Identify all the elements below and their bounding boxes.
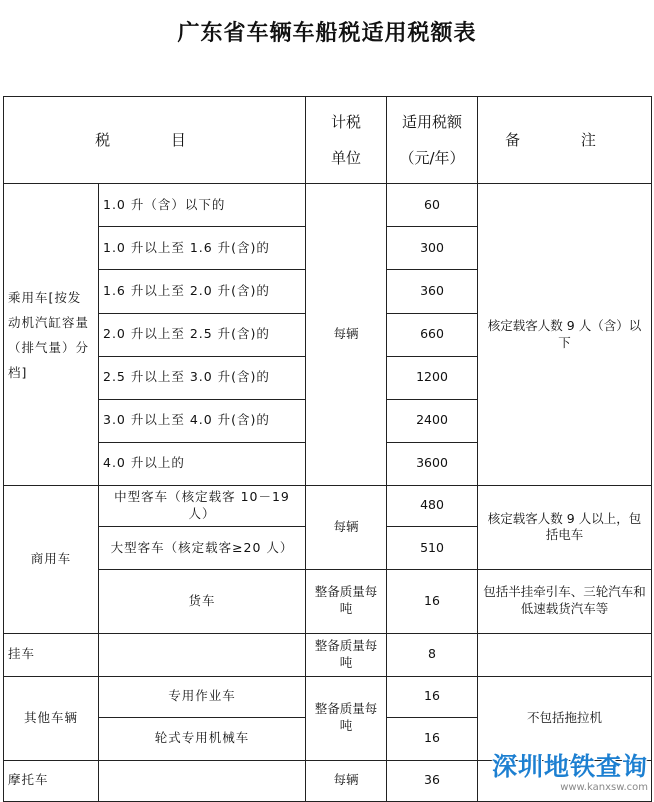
- category-motorcycle: 摩托车: [4, 760, 99, 801]
- rate-cell: 360: [387, 270, 478, 313]
- rate-cell: 1200: [387, 356, 478, 399]
- item-cell: 1.0 升以上至 1.6 升(含)的: [99, 227, 306, 270]
- rate-cell: 16: [387, 570, 478, 634]
- unit-cell: 整备质量每吨: [306, 570, 387, 634]
- rate-cell: 16: [387, 676, 478, 717]
- table-row: [4, 633, 652, 676]
- header-note: 备 注: [478, 97, 652, 184]
- rate-cell: 8: [387, 633, 478, 676]
- item-cell: 2.5 升以上至 3.0 升(含)的: [99, 356, 306, 399]
- item-cell: 2.0 升以上至 2.5 升(含)的: [99, 313, 306, 356]
- tax-rate-table: [3, 96, 652, 802]
- item-cell: 1.0 升（含）以下的: [99, 184, 306, 227]
- item-cell: 1.6 升以上至 2.0 升(含)的: [99, 270, 306, 313]
- item-cell: 大型客车（核定载客≥20 人）: [99, 526, 306, 569]
- header-unit: 计税 单位: [306, 97, 387, 184]
- rate-cell: 660: [387, 313, 478, 356]
- table-row: [4, 184, 652, 227]
- item-cell: 轮式专用机械车: [99, 717, 306, 760]
- category-other: 其他车辆: [4, 676, 99, 760]
- unit-cell: 每辆: [306, 760, 387, 801]
- rate-cell: 300: [387, 227, 478, 270]
- note-cell: 包括半挂牵引车、三轮汽车和低速载货汽车等: [478, 570, 652, 634]
- unit-cell: 整备质量每吨: [306, 633, 387, 676]
- item-cell: [99, 760, 306, 801]
- item-cell: 专用作业车: [99, 676, 306, 717]
- item-cell: 4.0 升以上的: [99, 442, 306, 485]
- watermark-url: www.kanxsw.com: [560, 782, 648, 793]
- note-cell: 核定载客人数 9 人以上，包括电车: [478, 485, 652, 569]
- rate-cell: 36: [387, 760, 478, 801]
- unit-cell: 整备质量每吨: [306, 676, 387, 760]
- rate-cell: 2400: [387, 399, 478, 442]
- header-row: [4, 97, 652, 184]
- header-rate: 适用税额 （元/年）: [387, 97, 478, 184]
- note-cell: 不包括拖拉机: [478, 676, 652, 760]
- unit-cell: 每辆: [306, 184, 387, 486]
- site-watermark: [460, 752, 648, 798]
- note-cell: 核定载客人数 9 人（含）以下: [478, 184, 652, 486]
- item-cell: 3.0 升以上至 4.0 升(含)的: [99, 399, 306, 442]
- rate-cell: 510: [387, 526, 478, 569]
- unit-cell: 每辆: [306, 485, 387, 569]
- rate-cell: 16: [387, 717, 478, 760]
- page-title: 广东省车辆车船税适用税额表: [177, 21, 477, 46]
- note-cell: [478, 633, 652, 676]
- item-cell: [99, 633, 306, 676]
- table-row: [4, 676, 652, 717]
- category-commercial: 商用车: [4, 485, 99, 633]
- item-cell: 货车: [99, 570, 306, 634]
- category-trailer: 挂车: [4, 633, 99, 676]
- rate-cell: 3600: [387, 442, 478, 485]
- table-row: [4, 485, 652, 526]
- rate-cell: 60: [387, 184, 478, 227]
- item-cell: 中型客车（核定载客 10－19 人）: [99, 485, 306, 526]
- watermark-logo-text: 深圳地铁查询: [491, 752, 648, 781]
- rate-cell: 480: [387, 485, 478, 526]
- header-item: 税 目: [4, 97, 306, 184]
- category-passenger: 乘用车[按发动机汽缸容量（排气量）分档]: [4, 184, 99, 486]
- table-row: [4, 570, 652, 634]
